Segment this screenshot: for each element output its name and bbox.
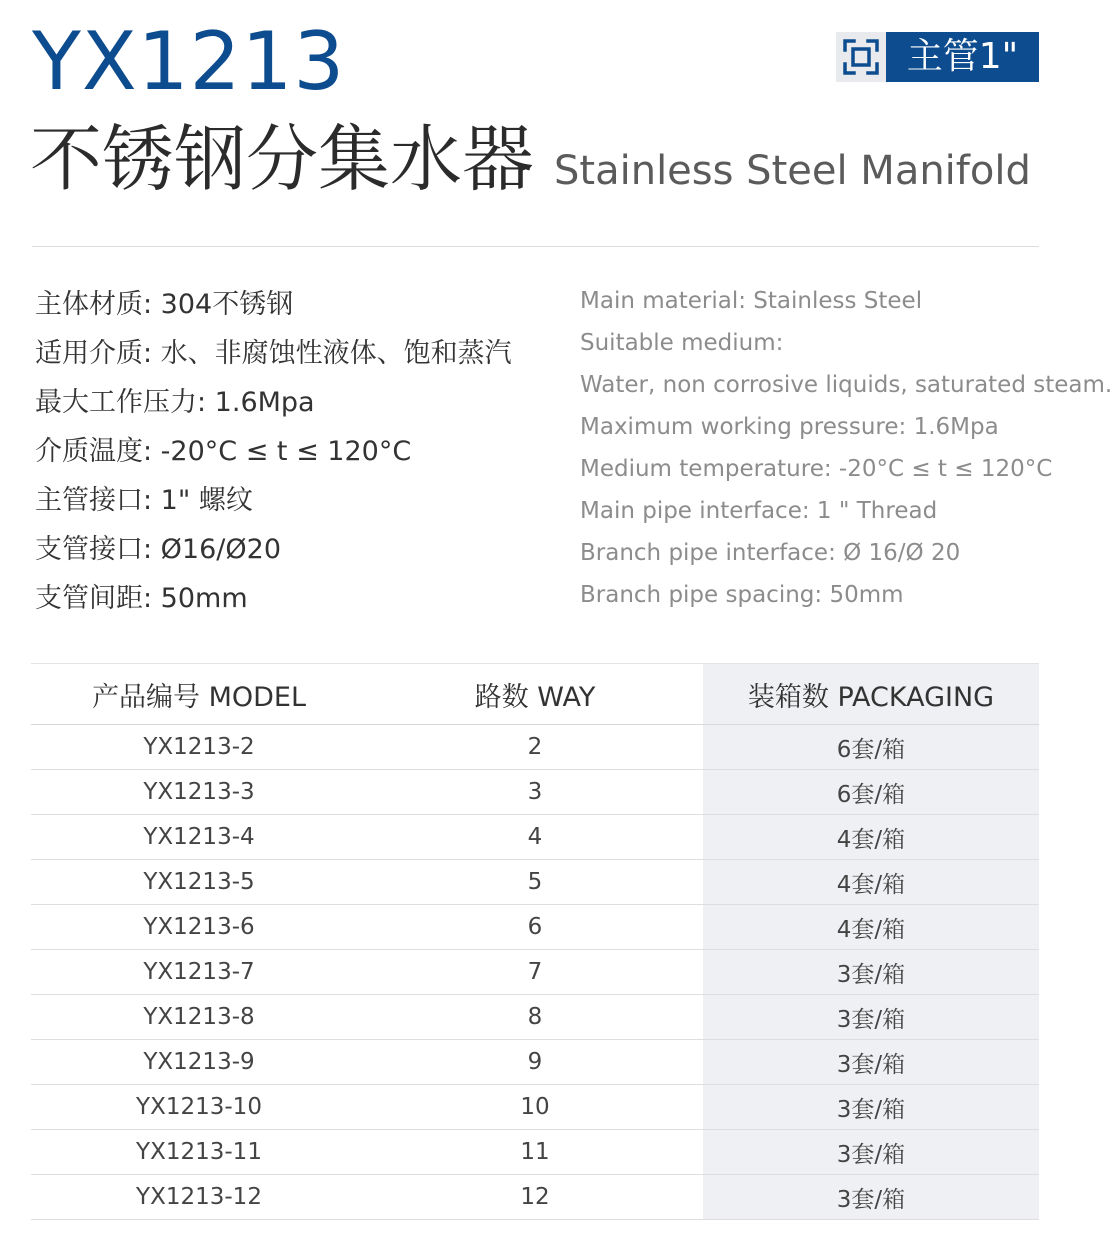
spec-en-medium-label: Suitable medium: <box>580 330 784 356</box>
cell-way: 11 <box>367 1130 703 1175</box>
cell-packaging: 3套/箱 <box>703 1085 1039 1130</box>
cell-packaging: 6套/箱 <box>703 770 1039 815</box>
spec-en-pressure: Maximum working pressure: 1.6Mpa <box>580 414 999 440</box>
cell-packaging: 3套/箱 <box>703 950 1039 995</box>
cell-model: YX1213-4 <box>31 815 367 860</box>
model-number: YX1213 <box>32 15 346 108</box>
spec-cn-pressure: 最大工作压力: 1.6Mpa <box>35 387 315 418</box>
header-divider <box>32 246 1039 247</box>
cell-model: YX1213-9 <box>31 1040 367 1085</box>
cell-way: 4 <box>367 815 703 860</box>
badge-icon-box <box>836 32 886 82</box>
specs-english-list <box>580 280 1112 616</box>
cell-way: 8 <box>367 995 703 1040</box>
spec-cn-branch-interface: 支管接口: Ø16/Ø20 <box>35 534 281 565</box>
product-title <box>30 117 1031 201</box>
header-model: 产品编号 MODEL <box>31 664 367 725</box>
cell-model: YX1213-7 <box>31 950 367 995</box>
cell-way: 2 <box>367 725 703 770</box>
table-row <box>31 950 1039 995</box>
cell-model: YX1213-5 <box>31 860 367 905</box>
table-row <box>31 1085 1039 1130</box>
table-row <box>31 860 1039 905</box>
table-row <box>31 725 1039 770</box>
cell-way: 5 <box>367 860 703 905</box>
spec-en-branch-interface: Branch pipe interface: Ø 16/Ø 20 <box>580 540 961 566</box>
cell-packaging: 3套/箱 <box>703 1175 1039 1220</box>
header-packaging: 装箱数 PACKAGING <box>703 664 1039 725</box>
spec-cn-medium: 适用介质: 水、非腐蚀性液体、饱和蒸汽 <box>35 338 512 369</box>
spec-cn-main-interface: 主管接口: 1" 螺纹 <box>35 485 253 516</box>
cell-packaging: 4套/箱 <box>703 815 1039 860</box>
model-table-wrapper <box>31 663 1039 1220</box>
spec-en-medium-value: Water, non corrosive liquids, saturated steam. <box>580 372 1113 398</box>
spec-cn-branch-spacing: 支管间距: 50mm <box>35 583 248 614</box>
table-row <box>31 1040 1039 1085</box>
title-chinese: 不锈钢分集水器 <box>30 117 535 201</box>
model-table <box>31 663 1039 1220</box>
specs-chinese-list <box>35 280 512 623</box>
cell-model: YX1213-11 <box>31 1130 367 1175</box>
spec-cn-material: 主体材质: 304不锈钢 <box>35 289 294 320</box>
spec-en-material: Main material: Stainless Steel <box>580 288 923 314</box>
cell-packaging: 3套/箱 <box>703 1040 1039 1085</box>
cell-way: 12 <box>367 1175 703 1220</box>
spec-en-main-interface: Main pipe interface: 1 " Thread <box>580 498 938 524</box>
cell-way: 10 <box>367 1085 703 1130</box>
cell-model: YX1213-12 <box>31 1175 367 1220</box>
badge-text: 主管1" <box>886 32 1039 82</box>
cell-way: 3 <box>367 770 703 815</box>
scan-frame-icon <box>842 38 880 76</box>
cell-packaging: 3套/箱 <box>703 995 1039 1040</box>
cell-way: 9 <box>367 1040 703 1085</box>
cell-model: YX1213-2 <box>31 725 367 770</box>
table-row <box>31 815 1039 860</box>
table-header-row <box>31 664 1039 725</box>
title-english: Stainless Steel Manifold <box>554 148 1031 194</box>
cell-model: YX1213-6 <box>31 905 367 950</box>
cell-way: 6 <box>367 905 703 950</box>
table-row <box>31 1175 1039 1220</box>
spec-en-branch-spacing: Branch pipe spacing: 50mm <box>580 582 904 608</box>
table-row <box>31 995 1039 1040</box>
spec-en-temperature: Medium temperature: -20°C ≤ t ≤ 120°C <box>580 456 1053 482</box>
table-row <box>31 905 1039 950</box>
table-row <box>31 1130 1039 1175</box>
header-way: 路数 WAY <box>367 664 703 725</box>
main-pipe-badge <box>836 32 1039 82</box>
cell-way: 7 <box>367 950 703 995</box>
cell-model: YX1213-3 <box>31 770 367 815</box>
table-row <box>31 770 1039 815</box>
cell-packaging: 3套/箱 <box>703 1130 1039 1175</box>
cell-packaging: 4套/箱 <box>703 905 1039 950</box>
cell-model: YX1213-10 <box>31 1085 367 1130</box>
cell-model: YX1213-8 <box>31 995 367 1040</box>
cell-packaging: 6套/箱 <box>703 725 1039 770</box>
cell-packaging: 4套/箱 <box>703 860 1039 905</box>
spec-cn-temperature: 介质温度: -20°C ≤ t ≤ 120°C <box>35 436 412 467</box>
